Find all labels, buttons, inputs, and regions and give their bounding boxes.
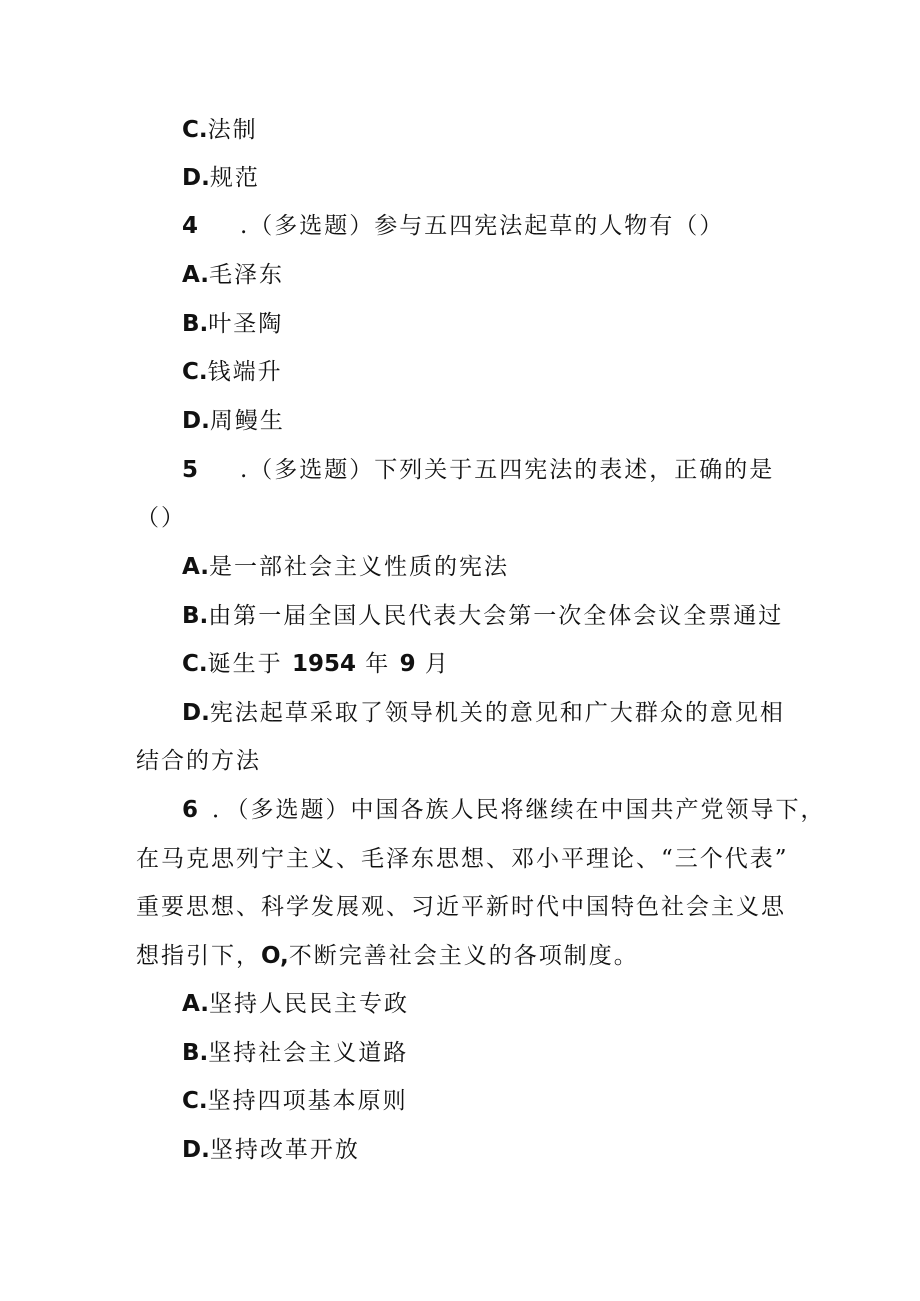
option-text: 由第一届全国人民代表大会第一次全体会议全票通过 <box>208 603 784 629</box>
q6-option-c <box>182 1085 408 1117</box>
option-text: 毛泽东 <box>208 262 284 288</box>
option-text: 坚持社会主义道路 <box>208 1040 409 1066</box>
q5-option-c <box>182 648 450 680</box>
option-key: A. <box>182 991 209 1017</box>
q3-option-c <box>182 114 258 146</box>
option-key: A. <box>182 554 209 580</box>
option-text: 法制 <box>207 117 258 143</box>
q4-option-d <box>182 405 285 437</box>
option-key: D. <box>182 165 210 191</box>
option-key: D. <box>182 408 210 434</box>
option-text: 钱端升 <box>207 359 283 385</box>
question-text: .（多选题）下列关于五四宪法的表述，正确的是 <box>240 457 775 483</box>
option-key: C. <box>182 359 208 385</box>
q5-stem-line2: （） <box>136 505 186 531</box>
option-key: B. <box>182 603 209 629</box>
option-key: D. <box>182 1137 210 1163</box>
q5-option-a <box>182 551 509 583</box>
stem-text: 不断完善社会主义的各项制度。 <box>288 943 639 969</box>
q6-stem-line2: 在马克思列宁主义、毛泽东思想、邓小平理论、“三个代表” <box>136 846 789 872</box>
question-number: 6 <box>182 797 199 823</box>
option-key: B. <box>182 1040 209 1066</box>
q4-option-a <box>182 259 284 291</box>
option-key: C. <box>182 117 208 143</box>
month-unit: 月 <box>424 651 450 677</box>
year-unit: 年 <box>365 651 391 677</box>
option-text: 规范 <box>209 165 260 191</box>
q6-stem-line1 <box>182 794 826 826</box>
q6-stem-line3: 重要思想、科学发展观、习近平新时代中国特色社会主义思 <box>136 894 786 920</box>
option-text-prefix: 诞生于 <box>207 651 283 677</box>
option-key: C. <box>182 651 208 677</box>
q5-option-d-line1 <box>182 697 785 729</box>
question-text: .（多选题）参与五四宪法起草的人物有（） <box>240 213 725 239</box>
option-text: 宪法起草采取了领导机关的意见和广大群众的意见相 <box>209 700 785 726</box>
stem-text: 想指引下， <box>136 943 261 969</box>
q4-option-c <box>182 356 283 388</box>
question-number: 4 <box>182 213 199 239</box>
month-value: 9 <box>399 651 416 677</box>
option-text: 是一部社会主义性质的宪法 <box>208 554 509 580</box>
q5-option-b <box>182 600 783 632</box>
q5-option-d-line2: 结合的方法 <box>136 748 261 774</box>
year-value: 1954 <box>291 651 356 677</box>
q5-stem-line1 <box>182 454 774 486</box>
q3-option-d <box>182 162 260 194</box>
q4-stem <box>182 210 724 242</box>
q6-option-d <box>182 1134 360 1166</box>
question-text: ．（多选题）中国各族人民将继续在中国共产党领导下， <box>212 797 826 823</box>
q6-option-b <box>182 1037 408 1069</box>
option-key: C. <box>182 1088 208 1114</box>
option-key: D. <box>182 700 210 726</box>
q4-option-b <box>182 308 283 340</box>
option-text: 坚持四项基本原则 <box>207 1088 408 1114</box>
option-text: 叶圣陶 <box>208 311 284 337</box>
option-key: B. <box>182 311 209 337</box>
q6-option-a <box>182 988 409 1020</box>
option-text: 坚持改革开放 <box>209 1137 360 1163</box>
option-text: 坚持人民民主专政 <box>208 991 409 1017</box>
q6-stem-line4 <box>136 940 639 972</box>
blank-marker: O, <box>261 943 289 969</box>
option-key: A. <box>182 262 209 288</box>
question-number: 5 <box>182 457 199 483</box>
option-text: 周鳗生 <box>209 408 285 434</box>
